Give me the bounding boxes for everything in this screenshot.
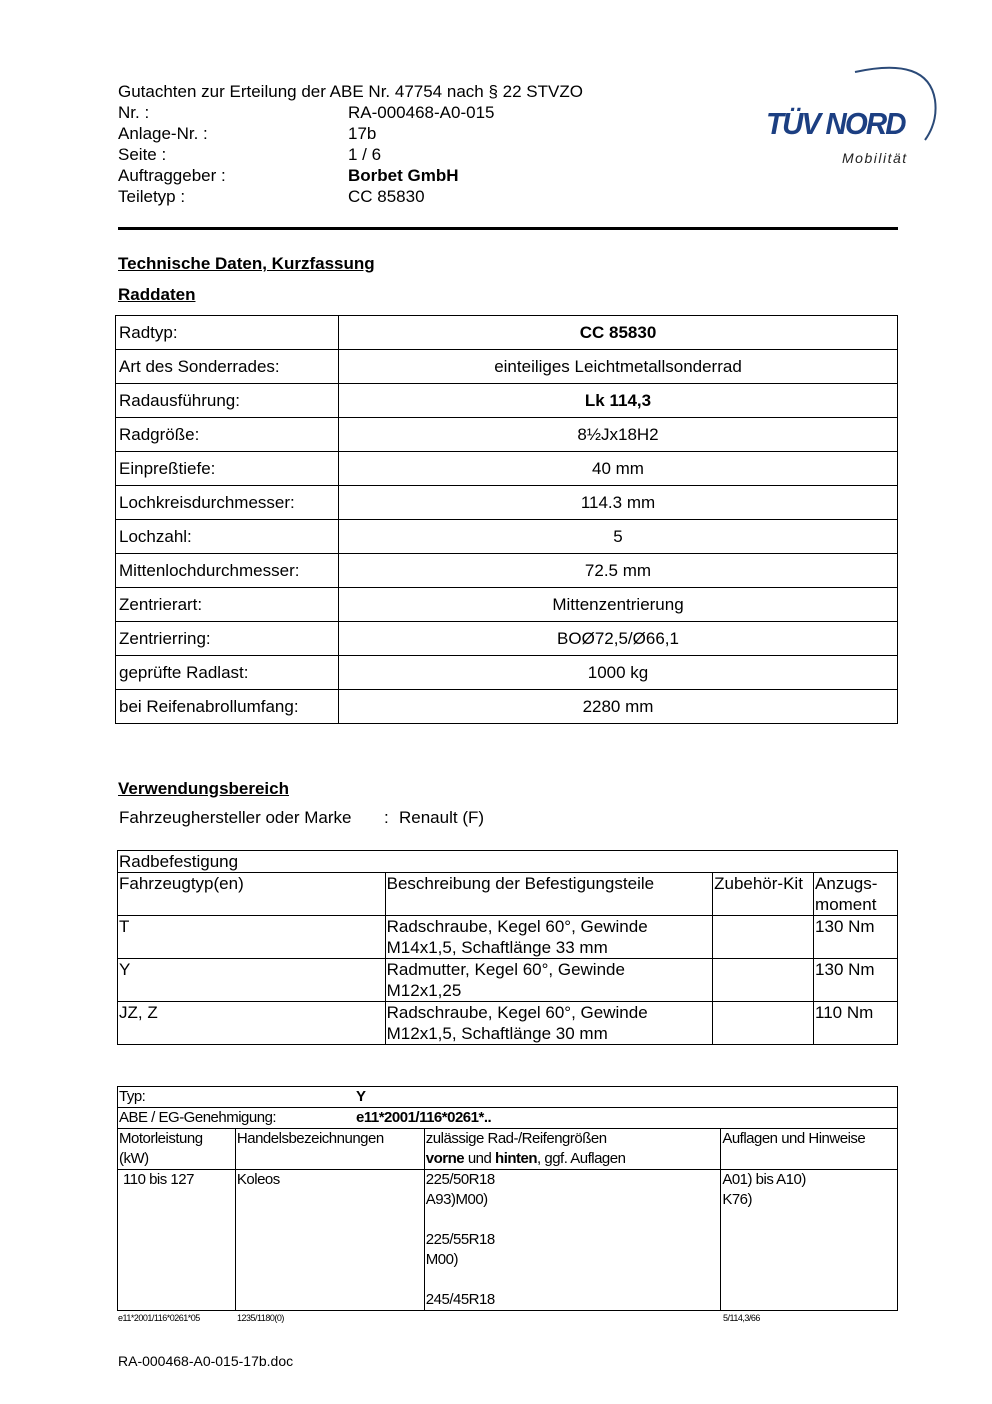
desc-line2: M12x1,5, Schaftlänge 30 mm (386, 1024, 608, 1043)
fastener-description (385, 916, 712, 959)
table-row (116, 486, 898, 520)
vehicle-type: Y (118, 959, 386, 1002)
sizes-header-front: vorne (425, 1150, 465, 1167)
header-label-seite: Seite : (118, 145, 167, 164)
row-value: 2280 mm (339, 690, 898, 724)
row-label: Radtyp: (116, 316, 339, 350)
vehicle-type: JZ, Z (118, 1002, 386, 1045)
footer-code-left: e11*2001/116*0261*05 (118, 1313, 200, 1323)
col-header-vehicle-type: Fahrzeugtyp(en) (118, 873, 386, 916)
tuv-nord-logo (760, 58, 945, 173)
size-line: A93)M00) (425, 1191, 488, 1208)
sizes-cell (424, 1170, 721, 1311)
fastener-description (385, 959, 712, 1002)
col-header-trade-names: Handelsbezeichnungen (235, 1129, 424, 1170)
footer-code-mid: 1235/1180(0) (237, 1313, 284, 1323)
torque-header-line2: moment (815, 895, 877, 914)
typ-label: Typ: (119, 1088, 146, 1105)
row-label: Einpreßtiefe: (116, 452, 339, 486)
row-value: Lk 114,3 (339, 384, 898, 418)
size-line: M00) (425, 1251, 458, 1268)
torque-value: 130 Nm (814, 916, 898, 959)
typ-approval-table (117, 1086, 898, 1311)
torque-header-line1: Anzugs- (815, 874, 878, 893)
col-header-kit: Zubehör-Kit (713, 873, 814, 916)
desc-line2: M14x1,5, Schaftlänge 33 mm (386, 938, 608, 957)
header-value-seite: 1 / 6 (348, 145, 382, 164)
raddaten-table (115, 315, 898, 724)
radbefestigung-table (117, 850, 898, 1045)
header-label-anlage: Anlage-Nr. : (118, 124, 208, 143)
table-row (116, 554, 898, 588)
table-row (116, 588, 898, 622)
manufacturer-value: Renault (F) (399, 808, 485, 827)
header-value-teiletyp: CC 85830 (348, 187, 425, 206)
header-divider (118, 227, 898, 230)
usage-section-title: Verwendungsbereich (118, 779, 289, 798)
vehicle-type: T (118, 916, 386, 959)
sizes-header-and: und (464, 1150, 496, 1167)
fastening-title: Radbefestigung (118, 851, 898, 873)
header-label-teiletyp: Teiletyp : (118, 187, 186, 206)
logo-brand-text: TÜV NORD (766, 106, 905, 141)
row-value: CC 85830 (339, 316, 898, 350)
power-header-line2: (kW) (119, 1150, 149, 1167)
header-label-nr: Nr. : (118, 103, 150, 122)
size-line: 225/50R18 (425, 1171, 495, 1188)
notes-cell (721, 1170, 898, 1311)
footer-code-right: 5/114,3/66 (723, 1313, 760, 1323)
table-row (116, 520, 898, 554)
power-value: 110 bis 127 (118, 1170, 236, 1311)
note-line: A01) bis A10) (722, 1171, 806, 1188)
kit-cell (713, 1002, 814, 1045)
row-label: Radausführung: (116, 384, 339, 418)
row-label: Zentrierart: (116, 588, 339, 622)
note-line: K76) (722, 1191, 752, 1208)
table-row (118, 1170, 898, 1311)
table-row (116, 690, 898, 724)
row-label: Radgröße: (116, 418, 339, 452)
row-value: 5 (339, 520, 898, 554)
row-label: geprüfte Radlast: (116, 656, 339, 690)
sizes-header-line1: zulässige Rad-/Reifengrößen (425, 1130, 607, 1147)
manufacturer-label: Fahrzeughersteller oder Marke (119, 808, 352, 827)
table-row (116, 316, 898, 350)
header-value-auftraggeber: Borbet GmbH (348, 166, 459, 185)
tech-section-title: Technische Daten, Kurzfassung (118, 254, 375, 273)
row-value: 72.5 mm (339, 554, 898, 588)
table-header-row (118, 873, 898, 916)
col-header-power (118, 1129, 236, 1170)
abe-value: e11*2001/116*0261*.. (356, 1109, 492, 1126)
table-row (118, 916, 898, 959)
table-row (118, 1002, 898, 1045)
row-value: 1000 kg (339, 656, 898, 690)
size-line (426, 1210, 720, 1230)
typ-value: Y (356, 1088, 366, 1105)
power-header-line1: Motorleistung (119, 1130, 203, 1147)
col-header-description: Beschreibung der Befestigungsteile (385, 873, 712, 916)
size-line: 245/45R18 (425, 1291, 495, 1308)
footer-filename: RA-000468-A0-015-17b.doc (118, 1353, 294, 1369)
logo-subtitle: Mobilität (842, 150, 908, 166)
raddaten-title: Raddaten (118, 285, 196, 304)
kit-cell (713, 959, 814, 1002)
row-label: Art des Sonderrades: (116, 350, 339, 384)
table-row (116, 418, 898, 452)
table-row (116, 384, 898, 418)
col-header-torque (814, 873, 898, 916)
row-value: einteiliges Leichtmetallsonderrad (339, 350, 898, 384)
kit-cell (713, 916, 814, 959)
manufacturer-separator: : (384, 808, 389, 827)
col-header-sizes (424, 1129, 721, 1170)
row-label: Mittenlochdurchmesser: (116, 554, 339, 588)
row-value: BOØ72,5/Ø66,1 (339, 622, 898, 656)
abe-row (118, 1108, 898, 1129)
desc-line2: M12x1,25 (386, 981, 462, 1000)
table-row (118, 959, 898, 1002)
fastener-description (385, 1002, 712, 1045)
desc-line1: Radmutter, Kegel 60°, Gewinde (386, 960, 625, 979)
row-label: Lochzahl: (116, 520, 339, 554)
table-row (116, 622, 898, 656)
trade-name: Koleos (235, 1170, 424, 1311)
row-value: Mittenzentrierung (339, 588, 898, 622)
document-title: Gutachten zur Erteilung der ABE Nr. 47754 nach § 22 STVZO (118, 82, 583, 101)
table-row (116, 656, 898, 690)
row-label: Zentrierring: (116, 622, 339, 656)
torque-value: 130 Nm (814, 959, 898, 1002)
col-header-notes: Auflagen und Hinweise (721, 1129, 898, 1170)
row-label: bei Reifenabrollumfang: (116, 690, 339, 724)
table-header-row (118, 1129, 898, 1170)
row-value: 40 mm (339, 452, 898, 486)
typ-row (118, 1087, 898, 1108)
header-label-auftraggeber: Auftraggeber : (118, 166, 226, 185)
row-value: 8½Jx18H2 (339, 418, 898, 452)
sizes-header-rest: , ggf. Auflagen (537, 1150, 626, 1167)
abe-label: ABE / EG-Genehmigung: (119, 1109, 277, 1126)
sizes-header-rear: hinten (495, 1150, 538, 1167)
desc-line1: Radschraube, Kegel 60°, Gewinde (386, 1003, 648, 1022)
table-row (116, 452, 898, 486)
header-value-anlage: 17b (348, 124, 377, 143)
header-value-nr: RA-000468-A0-015 (348, 103, 495, 122)
table-row (118, 851, 898, 873)
size-line (426, 1270, 720, 1290)
table-row (118, 1108, 898, 1129)
table-row (118, 1087, 898, 1108)
row-label: Lochkreisdurchmesser: (116, 486, 339, 520)
torque-value: 110 Nm (814, 1002, 898, 1045)
size-line: 225/55R18 (425, 1231, 495, 1248)
table-row (116, 350, 898, 384)
desc-line1: Radschraube, Kegel 60°, Gewinde (386, 917, 648, 936)
row-value: 114.3 mm (339, 486, 898, 520)
